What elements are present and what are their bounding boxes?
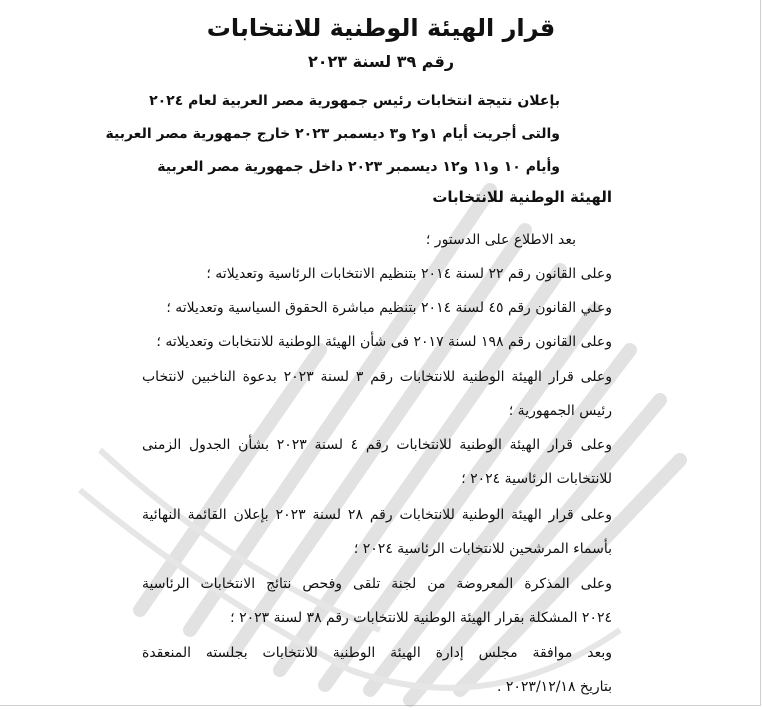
preamble-line: وبعد موافقة مجلس إدارة الهيئة الوطنية للانتخابات بجلسته المنعقدة xyxy=(142,645,612,661)
preamble-line: ٢٠٢٤ المشكلة بقرار الهيئة الوطنية للانتخابات رقم ٣٨ لسنة ٢٠٢٣ ؛ xyxy=(230,610,612,626)
subtitle-line: وأيام ١٠ و١١ و١٢ ديسمبر ٢٠٢٣ داخل جمهورية مصر العربية xyxy=(157,159,560,175)
preamble-line: وعلى قرار الهيئة الوطنية للانتخابات رقم ٤ لسنة ٢٠٢٣ بشأن الجدول الزمنى xyxy=(142,437,612,453)
preamble-line: وعلى القانون رقم ١٩٨ لسنة ٢٠١٧ فى شأن الهيئة الوطنية للانتخابات وتعديلاته ؛ xyxy=(156,334,612,350)
preamble-line: بتاريخ ٢٠٢٣/١٢/١٨ . xyxy=(496,679,612,695)
subtitle-line: بإعلان نتيجة انتخابات رئيس جمهورية مصر العربية لعام ٢٠٢٤ xyxy=(149,93,560,109)
preamble-line: بعد الاطلاع على الدستور ؛ xyxy=(425,232,576,248)
preamble-line: وعلى قرار الهيئة الوطنية للانتخابات رقم ٣ لسنة ٢٠٢٣ بدعوة الناخبين لانتخاب xyxy=(142,369,613,385)
preamble-line: بأسماء المرشحين للانتخابات الرئاسية ٢٠٢٤ ؛ xyxy=(353,541,612,557)
preamble-line: وعلى القانون رقم ٢٢ لسنة ٢٠١٤ بتنظيم الانتخابات الرئاسية وتعديلاته ؛ xyxy=(206,266,612,282)
document-title: قرار الهيئة الوطنية للانتخابات xyxy=(206,14,556,42)
decision-number: رقم ٣٩ لسنة ٢٠٢٣ xyxy=(307,52,455,71)
issuer-heading: الهيئة الوطنية للانتخابات xyxy=(432,188,612,206)
preamble-line: رئيس الجمهورية ؛ xyxy=(508,403,612,419)
preamble-line: وعلى قرار الهيئة الوطنية للانتخابات رقم ٢٨ لسنة ٢٠٢٣ بإعلان القائمة النهائية xyxy=(142,507,613,523)
subtitle-line: والتى أجريت أيام ١و٢ و٣ ديسمبر ٢٠٢٣ خارج جمهورية مصر العربية xyxy=(105,126,560,142)
preamble-line: للانتخابات الرئاسية ٢٠٢٤ ؛ xyxy=(461,471,612,487)
preamble-line: وعلي القانون رقم ٤٥ لسنة ٢٠١٤ بتنظيم مباشرة الحقوق السياسية وتعديلاته ؛ xyxy=(166,300,612,316)
preamble-line: وعلى المذكرة المعروضة من لجنة تلقى وفحص نتائج الانتخابات الرئاسية xyxy=(142,576,612,592)
